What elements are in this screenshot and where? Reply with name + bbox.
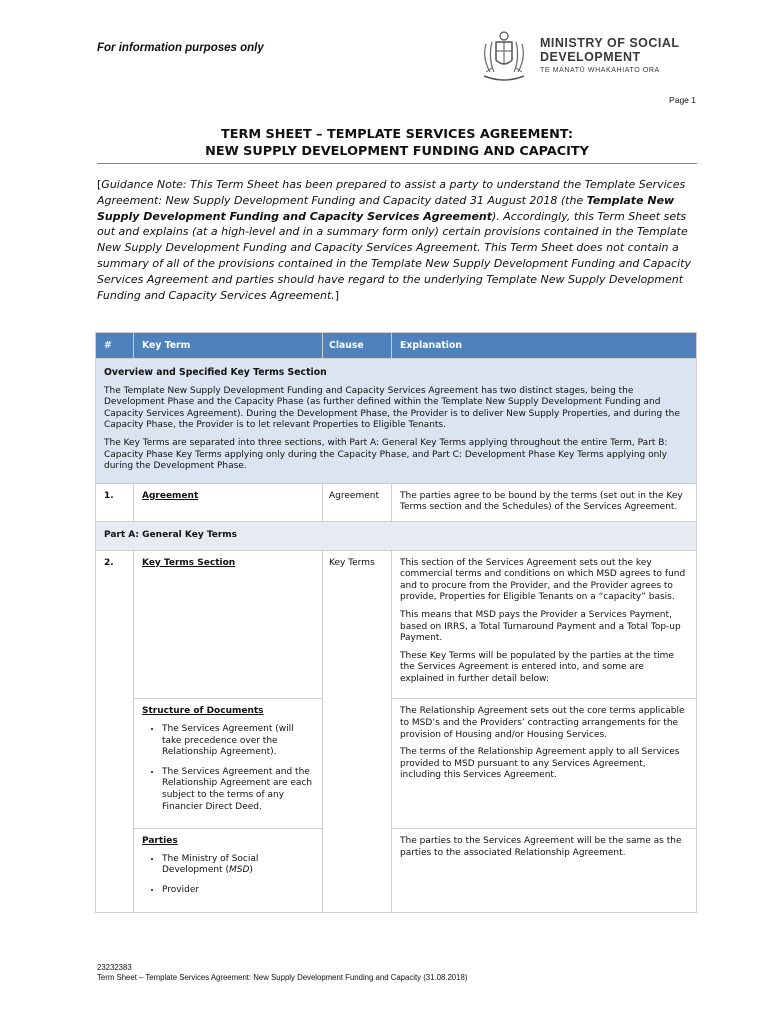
row-explanation: The parties agree to be bound by the terms (set out in the Key Terms section and the Schedules) of the Services Agreement. [392, 483, 697, 521]
page-number: Page 1 [669, 95, 696, 105]
parties-list [142, 854, 314, 897]
key-term-agreement: Agreement [142, 490, 199, 501]
party-msd-text: The Ministry of Social Development ( [162, 853, 259, 876]
table-row-parties [96, 829, 697, 912]
overview-paragraph-2: The Key Terms are separated into three sections, with Part A: General Key Terms applying throughout the entire Term, Part B: Capacity Phase Key Terms applying only during the Capacity Phase, and Part C: Development Phase Key Terms applying only during the Development Phase. [104, 437, 668, 472]
key-term-key-terms-section: Key Terms Section [142, 557, 236, 568]
explanation-para-1: This section of the Services Agreement sets out the key commercial terms and conditions on which MSD agrees to fund and to procure from the Provider, and the Provider agrees to provide, Properties for Eligible Tenants on a “capacity” basis. [400, 557, 686, 603]
guidance-close-bracket: ] [334, 288, 340, 302]
page-footer [97, 963, 467, 983]
explanation-para-2: This means that MSD pays the Provider a Services Payment, based on IRRS, a Total Turnaround Payment and a Total Top-up Payment. [400, 609, 681, 644]
overview-cell [96, 359, 697, 484]
overview-paragraph-1: The Template New Supply Development Funding and Capacity Services Agreement has two distinct stages, being the Development Phase and the Capacity Phase (as further defined within the Template New Supply Development Funding and Capacity Services Agreement). During the Development Phase, the Provider is to deliver New Supply Properties, and during the Capacity Phase, the Provider is to let relevant Properties to Eligible Tenants. [104, 385, 680, 431]
part-a-row [96, 521, 697, 550]
row-key-term [134, 550, 323, 699]
header-note: For information purposes only [97, 42, 264, 54]
guidance-text-2: ). Accordingly, this Term Sheet sets out and explains (at a high-level and in a summary form only) certain provisions contained in the Template New Supply Development Funding and Capacity Services Agreement. This Term Sheet does not contain a summary of all of the provisions contained in the Template New Supply Development Funding and Capacity Services Agreement and parties should have regard to the underlying Template New Supply Development Funding and Capacity Services Agreement. [97, 209, 691, 302]
footer-doc-title: Term Sheet – Template Services Agreement: New Supply Development Funding and Capacity (31.08.2018) [97, 973, 468, 982]
table-row-key-terms-section [96, 550, 697, 699]
key-terms-table [95, 332, 697, 913]
party-msd-abbrev: MSD [228, 865, 250, 876]
explanation-para-3: These Key Terms will be populated by the parties at the time the Services Agreement is entered into, and some are explained in further detail below: [400, 650, 674, 684]
list-item: • The Services Agreement (will take precedence over the Relationship Agreement). [162, 724, 314, 759]
table-row-agreement [96, 483, 697, 521]
row-clause: Key Terms [323, 550, 392, 912]
structure-explanation-2: The terms of the Relationship Agreement apply to all Services provided to MSD pursuant to any Services Agreement, including this Services Agreement. [400, 747, 680, 781]
row-clause: Agreement [323, 483, 392, 521]
list-item: • The Services Agreement and the Relationship Agreement are each subject to the terms of any Financier Direct Deed. [162, 767, 314, 813]
coat-of-arms-icon [474, 28, 534, 86]
row-number: 2. [96, 550, 134, 912]
header-number: # [96, 333, 134, 359]
structure-explanation-1: The Relationship Agreement sets out the core terms applicable to MSD’s and the Providers’ contracting arrangements for the provision of Housing and/or Housing Services. [400, 706, 685, 740]
part-a-heading: Part A: General Key Terms [96, 521, 697, 550]
parties-explanation: The parties to the Services Agreement will be the same as the parties to the associated Relationship Agreement. [392, 829, 697, 912]
overview-row [96, 359, 697, 484]
msd-logo [474, 28, 694, 88]
row-key-term [134, 483, 323, 521]
guidance-open-bracket: [ [97, 178, 102, 191]
header-clause: Clause [323, 333, 392, 359]
parties-term-cell [134, 829, 323, 912]
document-title [97, 126, 697, 164]
guidance-text-1: Guidance Note: This Term Sheet has been prepared to assist a party to understand the Template Services Agreement: New Supply Development Funding and Capacity dated 31 August 2018 (the [97, 178, 686, 207]
list-item [162, 854, 314, 877]
logo-line-3: TE MANATŪ WHAKAHIATO ORA [540, 67, 660, 74]
overview-title: Overview and Specified Key Terms Section [104, 367, 327, 378]
table-header-row [96, 333, 697, 359]
table-row-structure [96, 699, 697, 829]
footer-doc-number: 23232383 [97, 963, 132, 972]
structure-heading: Structure of Documents [142, 706, 264, 717]
title-line-1: TERM SHEET – TEMPLATE SERVICES AGREEMENT: [221, 127, 573, 142]
logo-line-1: MINISTRY OF SOCIAL [540, 36, 680, 50]
list-item: • Provider [162, 885, 314, 897]
header-explanation: Explanation [392, 333, 697, 359]
structure-list [142, 724, 314, 813]
row-explanation [392, 550, 697, 699]
guidance-defined-term: Template New Supply Development Funding and Capacity Services Agreement [97, 193, 675, 223]
row-number: 1. [96, 483, 134, 521]
title-line-2: NEW SUPPLY DEVELOPMENT FUNDING AND CAPACITY [205, 144, 589, 159]
structure-term-cell [134, 699, 323, 829]
parties-heading: Parties [142, 836, 178, 847]
structure-explanation [392, 699, 697, 829]
logo-line-2: DEVELOPMENT [540, 50, 641, 64]
header-key-term: Key Term [134, 333, 323, 359]
party-msd-close: ) [249, 865, 253, 876]
guidance-note [97, 177, 697, 303]
